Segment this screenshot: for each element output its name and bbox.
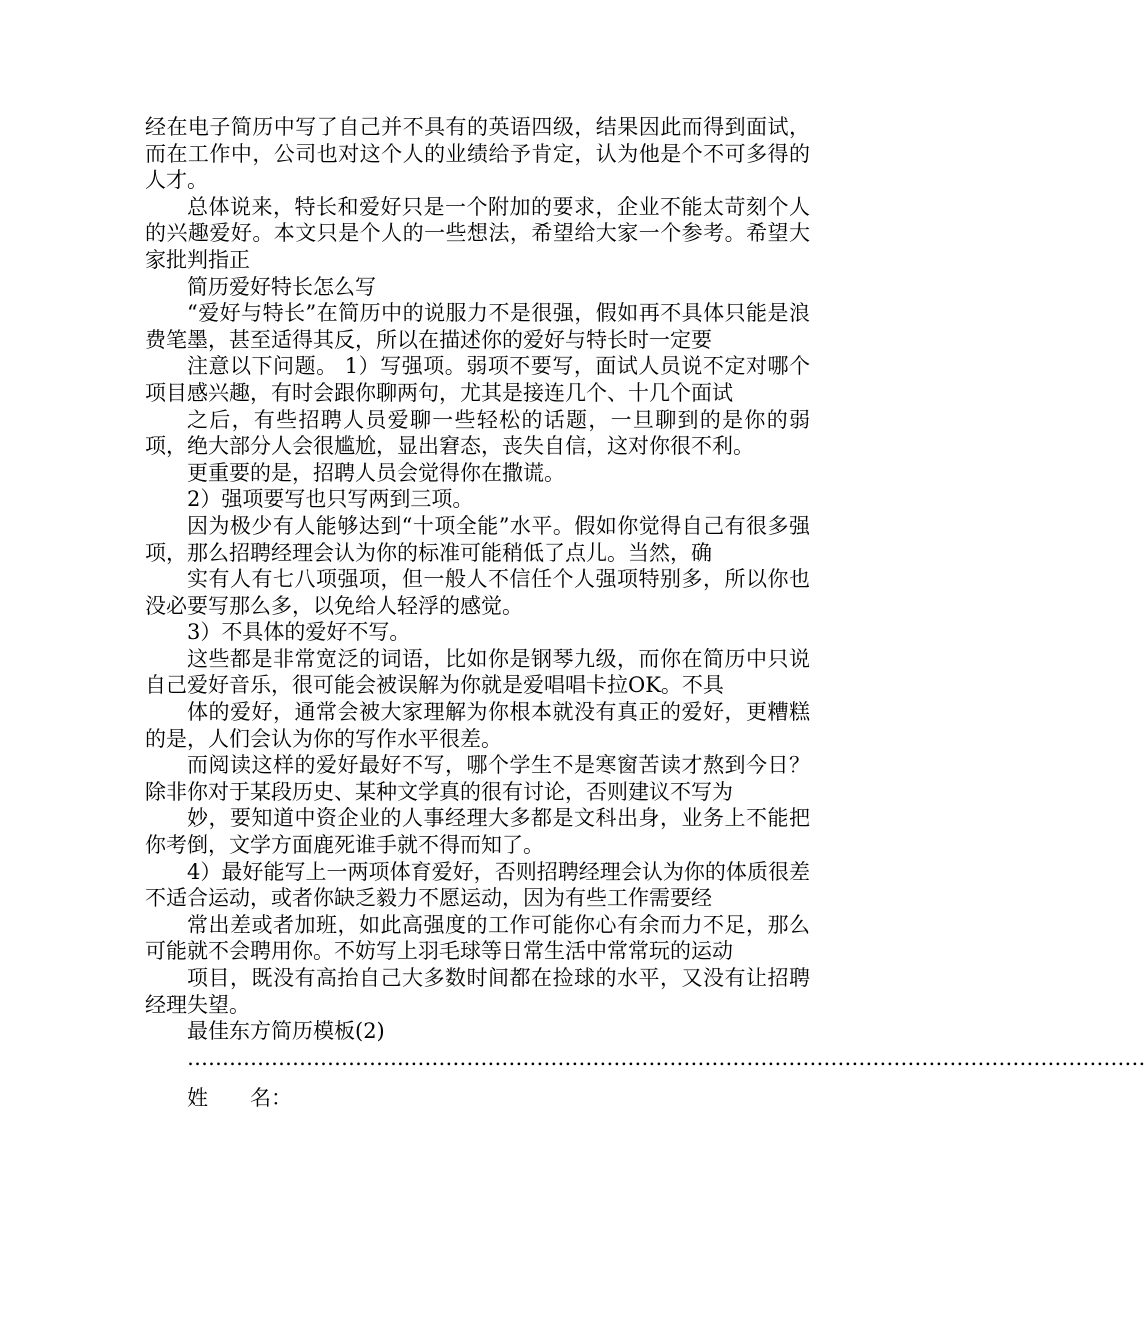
dotted-separator: …………………………..…………………………………………………………………………………………… <box>187 1045 1145 1070</box>
paragraph: 体的爱好，通常会被大家理解为你根本就没有真正的爱好，更糟糕的是，人们会认为你的写作水平很差。 <box>145 700 810 751</box>
paragraph: 而阅读这样的爱好最好不写，哪个学生不是寒窗苦读才熬到今日？除非你对于某段历史、某种文学真的很有讨论，否则建议不写为 <box>145 753 810 804</box>
paragraph: 之后，有些招聘人员爱聊一些轻松的话题，一旦聊到的是你的弱项，绝大部分人会很尴尬，显出窘态，丧失自信，这对你很不利。 <box>145 407 810 459</box>
paragraph: 3）不具体的爱好不写。 <box>187 620 411 645</box>
paragraph: 更重要的是，招聘人员会觉得你在撒谎。 <box>187 460 565 485</box>
paragraph: 项目，既没有高抬自己大多数时间都在捡球的水平，又没有让招聘经理失望。 <box>145 966 810 1017</box>
paragraph: 经在电子简历中写了自己并不具有的英语四级，结果因此而得到面试，而在工作中，公司也对这个人的业绩给予肯定，认为他是个不可多得的人才。 <box>145 115 810 193</box>
paragraph: 总体说来，特长和爱好只是一个附加的要求，企业不能太苛刻个人的兴趣爱好。本文只是个人的一些想法，希望给大家一个参考。希望大家批判指正 <box>145 194 810 272</box>
paragraph: 常出差或者加班，如此高强度的工作可能你心有余而力不足，那么可能就不会聘用你。不妨写上羽毛球等日常生活中常常玩的运动 <box>145 912 810 964</box>
paragraph: 实有人有七八项强项，但一般人不信任个人强项特别多，所以你也没必要写那么多，以免给人轻浮的感觉。 <box>145 567 810 618</box>
document-body <box>145 114 1145 1112</box>
paragraph: 因为极少有人能够达到“十项全能”水平。假如你觉得自己有很多强项，那么招聘经理会认为你的标准可能稍低了点儿。当然，确 <box>145 513 810 565</box>
paragraph: 妙，要知道中资企业的人事经理大多都是文科出身，业务上不能把你考倒，文学方面鹿死谁手就不得而知了。 <box>145 806 810 858</box>
paragraph: 4）最好能写上一两项体育爱好，否则招聘经理会认为你的体质很差不适合运动，或者你缺乏毅力不愿运动，因为有些工作需要经 <box>145 859 810 911</box>
paragraph: 2）强项要写也只写两到三项。 <box>187 487 474 512</box>
section-heading: 最佳东方简历模板(2) <box>187 1019 385 1044</box>
section-heading: 简历爱好特长怎么写 <box>187 274 376 299</box>
name-field-label: 姓 名： <box>187 1086 292 1111</box>
paragraph: “爱好与特长”在简历中的说服力不是很强，假如再不具体只能是浪费笔墨，甚至适得其反，所以在描述你的爱好与特长时一定要 <box>145 301 810 352</box>
paragraph: 注意以下问题。 1）写强项。弱项不要写，面试人员说不定对哪个项目感兴趣，有时会跟你聊两句，尤其是接连几个、十几个面试 <box>145 354 810 405</box>
paragraph: 这些都是非常宽泛的词语，比如你是钢琴九级，而你在简历中只说自己爱好音乐，很可能会被误解为你就是爱唱唱卡拉OK。不具 <box>145 646 810 698</box>
